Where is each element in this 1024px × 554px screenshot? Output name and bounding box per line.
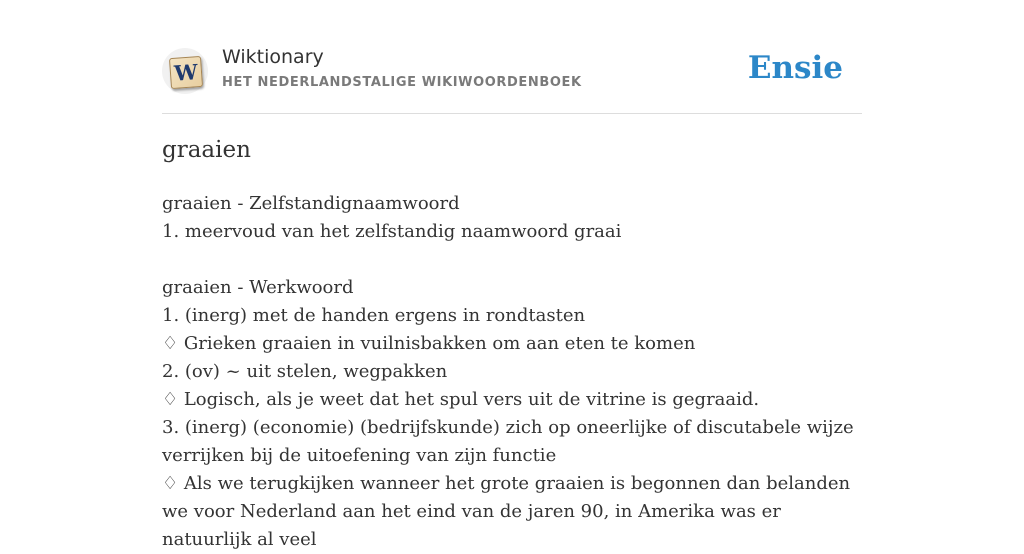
pos-heading-noun: graaien - Zelfstandignaamwoord: [162, 193, 460, 214]
example-line: ♢ Als we terugkijken wanneer het grote graaien is begonnen dan belanden we voor Nederland aan het eind van de jaren 90, in Amerika was er natuurlijk al veel: [162, 473, 851, 550]
logo-tile: [169, 56, 203, 89]
definition-line: 2. (ov) ~ uit stelen, wegpakken: [162, 361, 448, 382]
source-subtitle: HET NEDERLANDSTALIGE WIKIWOORDENBOEK: [222, 75, 582, 90]
pos-heading-verb: graaien - Werkwoord: [162, 277, 354, 298]
ensie-brand-link[interactable]: Ensie: [747, 50, 843, 86]
definition-line: 1. meervoud van het zelfstandig naamwoord graai: [162, 221, 622, 242]
definition-line: 3. (inerg) (economie) (bedrijfskunde) zich op oneerlijke of discutabele wijze verrijken bij de uitoefening van zijn functie: [162, 417, 854, 466]
source-name[interactable]: Wiktionary: [222, 46, 324, 68]
wiktionary-logo-icon[interactable]: [162, 48, 208, 94]
logo-letter: W: [173, 59, 199, 86]
blank-line: [162, 246, 862, 274]
definition-line: 1. (inerg) met de handen ergens in rondtasten: [162, 305, 586, 326]
header-divider: [162, 113, 862, 114]
site-header: [162, 44, 862, 100]
entry-title: graaien: [162, 137, 251, 163]
entry-definition: [162, 190, 862, 554]
example-line: ♢ Logisch, als je weet dat het spul vers uit de vitrine is gegraaid.: [162, 389, 760, 410]
example-line: ♢ Grieken graaien in vuilnisbakken om aan eten te komen: [162, 333, 696, 354]
